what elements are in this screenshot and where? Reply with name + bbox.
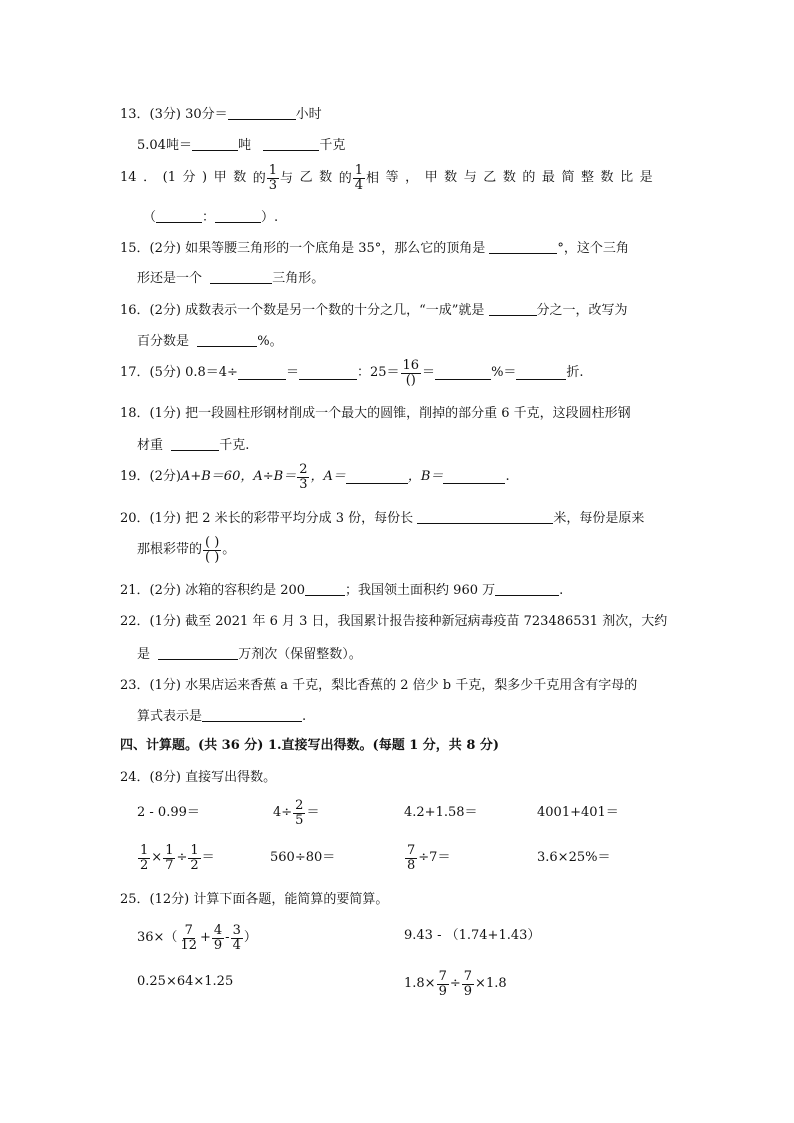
q14-text: ）. — [261, 210, 279, 225]
q14-part: 的 — [522, 170, 536, 185]
fraction-half: $\frac{1}{2}$ — [190, 842, 199, 873]
question-16-line-1 — [120, 302, 628, 319]
q20-text: 米，每份是原来 — [553, 511, 645, 526]
answer-blank[interactable] — [228, 106, 296, 120]
q19-text: A÷B＝ — [253, 469, 297, 484]
q24-item-8: 3.6×25%＝ — [537, 850, 611, 865]
q14-part: ， — [405, 170, 419, 185]
answer-blank[interactable] — [417, 510, 553, 524]
question-25-title: 25．(12分) 计算下面各题，能简算的要简算。 — [120, 892, 389, 907]
q14-part: 与 — [463, 170, 477, 185]
answer-blank[interactable] — [202, 708, 302, 722]
answer-blank[interactable] — [495, 582, 559, 596]
q14-part: (1 — [162, 170, 176, 185]
q22-text: 万剂次（保留整数）。 — [238, 647, 362, 662]
q14-part: 整 — [581, 170, 595, 185]
question-23-line-2 — [137, 708, 306, 725]
q14-part: 乙 — [483, 170, 497, 185]
q14-part: 是 — [639, 170, 653, 185]
q13-text: 小时 — [295, 107, 322, 122]
q19-text: 19．(2分) — [120, 469, 181, 484]
q21-text: ；我国领土面积约 960 万 — [345, 583, 496, 598]
q14-part: 14 — [120, 170, 137, 185]
fraction-one-third: $\frac{1}{3}$ — [268, 162, 278, 193]
question-19 — [120, 462, 510, 492]
q23-text: 23．(1分) 水果店运来香蕉 a 千克，梨比香蕉的 2 倍少 b 千克，梨多少千克用含有字母的 — [120, 678, 638, 693]
q16-text: %。 — [257, 334, 283, 349]
answer-blank[interactable] — [210, 270, 272, 284]
q14-part: 的 $\frac{1}{4}$ 相 — [338, 162, 379, 193]
q25-expression-4: 1.8× $\frac{7}{9}$ ÷ $\frac{7}{9}$ ×1.8 — [404, 968, 507, 999]
question-18-line-2 — [137, 437, 249, 454]
answer-blank[interactable] — [346, 470, 408, 484]
q16-text: 百分数是 — [137, 334, 190, 349]
q22-text: 22．(1分) 截至 2021 年 6 月 3 日，我国累计报告接种新冠病毒疫苗 723486531 剂次，大约 — [120, 614, 668, 629]
q25-expression-1: 36×（ $\frac{7}{12}$ + $\frac{4}{9}$ - $\frac{3}{4}$ ） — [137, 922, 257, 953]
fraction-16-over-blank: $\frac{16}{()}$ — [402, 357, 420, 388]
q24-item-5: $\frac{1}{2}$ × $\frac{1}{7}$ ÷ $\frac{1}{2}$ ＝ — [140, 842, 215, 873]
q17-text: ＝ — [422, 365, 436, 380]
fraction-two-fifths: $\frac{2}{5}$ — [295, 797, 304, 828]
q16-text: 分之一，改写为 — [536, 303, 628, 318]
question-24-title: 24．(8分) 直接写出得数。 — [120, 770, 277, 785]
q15-text: 15．(2分) 如果等腰三角形的一个底角是 35°，那么它的顶角是 — [120, 241, 486, 256]
q14-part: 最 — [541, 170, 555, 185]
q14-part: ) — [202, 170, 208, 185]
fraction-7-12: $\frac{7}{12}$ — [180, 922, 197, 953]
answer-blank[interactable] — [192, 137, 238, 151]
q14-text: ： — [202, 210, 216, 225]
q14-part: 数 — [233, 170, 247, 185]
q14-part: 数 — [444, 170, 458, 185]
q17-text: 折. — [566, 365, 584, 380]
q23-text: 算式表示是 — [137, 709, 203, 724]
q20-text: 20．(1分) 把 2 米长的彩带平均分成 3 份，每份长 — [120, 511, 414, 526]
q24-item-4: 4001+401＝ — [537, 805, 619, 820]
question-14-line-2 — [143, 209, 278, 226]
q21-text: . — [559, 583, 564, 598]
fraction-one-quarter: $\frac{1}{4}$ — [354, 162, 363, 193]
fraction-blank[interactable]: $\frac{( )}{( )}$ — [205, 534, 220, 565]
question-13-line-2 — [137, 137, 345, 154]
question-13-line-1 — [120, 106, 322, 123]
q14-part: 甲 — [213, 170, 227, 185]
q20-text: 那根彩带的 — [137, 542, 203, 557]
fraction-7-9: $\frac{7}{9}$ — [438, 968, 447, 999]
question-23-line-1 — [120, 678, 637, 694]
fraction-7-9: $\frac{7}{9}$ — [463, 968, 473, 999]
q21-text: 21．(2分) 冰箱的容积约是 200 — [120, 583, 306, 598]
q17-text: %＝ — [491, 365, 517, 380]
q24-item-3: 4.2+1.58＝ — [404, 805, 478, 820]
answer-blank[interactable] — [171, 437, 219, 451]
q14-part: 等 — [385, 170, 399, 185]
question-17 — [120, 358, 584, 388]
question-16-line-2 — [137, 333, 283, 350]
answer-blank[interactable] — [263, 137, 319, 151]
q15-text: 形还是一个 — [137, 271, 203, 286]
question-15-line-2 — [137, 270, 324, 287]
answer-blank[interactable] — [435, 366, 491, 380]
fraction-half: $\frac{1}{2}$ — [140, 842, 149, 873]
q13-text: 5.04吨＝ — [137, 138, 192, 153]
question-20-line-2 — [137, 534, 235, 566]
q14-text: （ — [143, 210, 157, 225]
q19-text: ，A＝ — [310, 469, 346, 484]
q16-text: 16．(2分) 成数表示一个数是另一个数的十分之几，“一成”就是 — [120, 303, 485, 318]
answer-blank[interactable] — [197, 333, 257, 347]
q23-text: . — [302, 709, 307, 724]
q14-part: ． — [143, 170, 157, 185]
q17-text: 17．(5分) 0.8＝4÷ — [120, 365, 238, 380]
answer-blank[interactable] — [156, 209, 202, 223]
answer-blank[interactable] — [489, 302, 537, 316]
q18-text: 18．(1分) 把一段圆柱形钢材削成一个最大的圆锥，削掉的部分重 6 千克，这段圆柱形钢 — [120, 406, 631, 421]
q13-text: 千克 — [319, 138, 346, 153]
question-22-line-1 — [120, 614, 667, 630]
q15-text: °，这个三角 — [557, 241, 629, 256]
fraction-3-4: $\frac{3}{4}$ — [232, 922, 241, 953]
q24-item-2: 4÷ $\frac{2}{5}$ ＝ — [273, 797, 320, 828]
q24-item-1: 2 - 0.99＝ — [137, 805, 200, 820]
q14-part: 甲 — [424, 170, 438, 185]
answer-blank[interactable] — [299, 366, 357, 380]
q19-text: ，B＝ — [407, 469, 444, 484]
answer-blank[interactable] — [215, 209, 261, 223]
answer-blank[interactable] — [516, 366, 566, 380]
fraction-4-9: $\frac{4}{9}$ — [213, 922, 223, 953]
question-22-line-2 — [137, 646, 362, 663]
q14-part: 数 — [600, 170, 614, 185]
q17-text: ＝ — [285, 365, 299, 380]
q14-part: 比 — [620, 170, 634, 185]
q20-text: 。 — [222, 542, 236, 557]
fraction-one-seventh: $\frac{1}{7}$ — [165, 842, 174, 873]
q24-item-7: $\frac{7}{8}$ ÷7＝ — [407, 842, 451, 873]
q14-part: 乙 — [299, 170, 313, 185]
question-18-line-1 — [120, 406, 631, 422]
q14-part: 分 — [182, 170, 196, 185]
answer-blank[interactable] — [489, 240, 557, 254]
section-4-heading: 四、计算题。(共 36 分) 1.直接写出得数。(每题 1 分，共 8 分) — [120, 738, 500, 753]
q14-part: 数 — [502, 170, 516, 185]
q14-part: 的 $\frac{1}{3}$ 与 — [252, 162, 294, 193]
answer-blank[interactable] — [305, 582, 345, 596]
q19-text: . — [505, 469, 510, 484]
q18-text: 材重 — [137, 438, 164, 453]
fraction-seven-eighths: $\frac{7}{8}$ — [407, 842, 416, 873]
q25-expression-3: 0.25×64×1.25 — [137, 974, 234, 989]
question-14-line-1 — [120, 163, 653, 193]
q19-text: A+B＝60， — [180, 469, 254, 484]
q17-text: ：25＝ — [356, 365, 400, 380]
question-21 — [120, 582, 563, 599]
q14-part: 数 — [319, 170, 333, 185]
answer-blank[interactable] — [158, 646, 238, 660]
q18-text: 千克. — [219, 438, 250, 453]
question-20-line-1 — [120, 510, 644, 527]
q15-text: 三角形。 — [272, 271, 325, 286]
q13-text: 13．(3分) 30分＝ — [120, 107, 228, 122]
q24-item-6: 560÷80＝ — [270, 850, 336, 865]
q25-expression-2: 9.43 - （1.74+1.43） — [404, 928, 541, 943]
answer-blank[interactable] — [238, 366, 286, 380]
q22-text: 是 — [137, 647, 151, 662]
fraction-two-thirds: $\frac{2}{3}$ — [299, 461, 308, 492]
answer-blank[interactable] — [443, 470, 505, 484]
q13-text: 吨 — [237, 138, 251, 153]
question-15-line-1 — [120, 240, 629, 257]
q14-part: 简 — [561, 170, 575, 185]
